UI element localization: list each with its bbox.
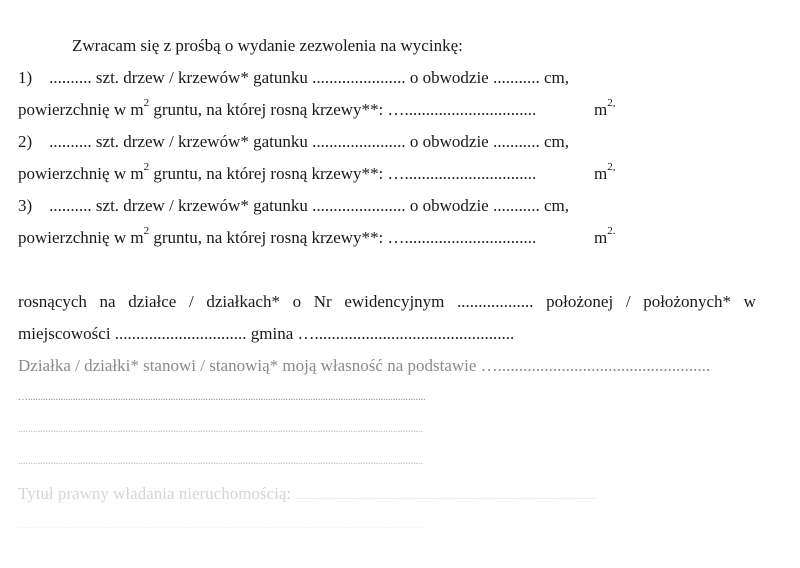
area-sup: 2 bbox=[143, 97, 150, 110]
loc-word: działkach* bbox=[206, 292, 280, 311]
title-deed-row bbox=[18, 484, 595, 507]
species-field[interactable]: ...................... bbox=[312, 68, 406, 87]
area-label: powierzchnię w m bbox=[18, 228, 144, 247]
loc-word: w bbox=[743, 292, 756, 311]
item-1-unit-m2: $m^{2,}$ bbox=[594, 97, 616, 119]
ownership-label: Działka / działki* stanowi / stanowią* moją własność na podstawie bbox=[18, 356, 477, 375]
circumference-field[interactable]: ........... bbox=[492, 68, 540, 87]
unit-cm: cm, bbox=[543, 68, 570, 87]
species-label: szt. drzew / krzewów* gatunku bbox=[95, 196, 308, 215]
loc-word: położonej bbox=[546, 292, 614, 311]
area-label-cont: gruntu, na której rosną krzewy**: bbox=[153, 100, 384, 119]
item-1-row bbox=[18, 68, 569, 88]
item-number: 1) bbox=[18, 68, 33, 87]
unit-cm: cm, bbox=[543, 132, 570, 151]
registry-number-field[interactable]: .................. bbox=[457, 292, 534, 311]
item-3-unit-m2: $m^{2.}$ bbox=[594, 225, 616, 247]
commune-label: gmina bbox=[250, 324, 294, 343]
circumference-label: o obwodzie bbox=[409, 68, 489, 87]
title-deed-line-2[interactable]: .................................................................................................................................................................. bbox=[18, 520, 423, 531]
loc-word: działce bbox=[128, 292, 177, 311]
loc-word: położonych* bbox=[643, 292, 732, 311]
item-2-row bbox=[18, 132, 569, 152]
count-field[interactable]: .......... bbox=[49, 196, 92, 215]
item-number: 2) bbox=[18, 132, 33, 151]
area-label: powierzchnię w m bbox=[18, 164, 144, 183]
loc-word: / bbox=[625, 292, 631, 311]
species-field[interactable]: ...................... bbox=[312, 196, 406, 215]
item-3-row bbox=[18, 196, 569, 216]
ownership-line-3[interactable]: .................................................................................................................................................................. bbox=[18, 424, 423, 435]
unit-cm: cm, bbox=[543, 196, 570, 215]
area-field[interactable]: …............................... bbox=[387, 228, 537, 247]
ownership-row bbox=[18, 356, 710, 376]
loc-word: / bbox=[188, 292, 194, 311]
item-1-area-row bbox=[18, 97, 537, 120]
locality-label: miejscowości bbox=[18, 324, 111, 343]
item-3-area-row bbox=[18, 225, 537, 248]
ownership-field[interactable]: ….................................................. bbox=[480, 356, 711, 375]
loc-word: rosnących bbox=[18, 292, 87, 311]
commune-field[interactable]: …............................................... bbox=[297, 324, 515, 343]
area-field[interactable]: …............................... bbox=[387, 164, 537, 183]
loc-word: ewidencyjnym bbox=[344, 292, 445, 311]
circumference-label: o obwodzie bbox=[409, 196, 489, 215]
title-deed-label: Tytuł prawny władania nieruchomością: bbox=[18, 484, 292, 503]
species-field[interactable]: ...................... bbox=[312, 132, 406, 151]
loc-word: na bbox=[99, 292, 116, 311]
intro-sentence: Zwracam się z prośbą o wydanie zezwolenia na wycinkę: bbox=[72, 36, 463, 55]
title-deed-field[interactable]: ........................................................................................................................ bbox=[295, 491, 596, 502]
item-2-unit-m2: $m^{2,}$ bbox=[594, 161, 616, 183]
area-label-cont: gruntu, na której rosną krzewy**: bbox=[153, 228, 384, 247]
species-label: szt. drzew / krzewów* gatunku bbox=[95, 68, 308, 87]
ownership-line-2[interactable]: …............................................................................................................................................................... bbox=[18, 392, 426, 403]
circumference-label: o obwodzie bbox=[409, 132, 489, 151]
count-field[interactable]: .......... bbox=[49, 68, 92, 87]
circumference-field[interactable]: ........... bbox=[492, 132, 540, 151]
plot-location-row bbox=[18, 292, 756, 312]
species-label: szt. drzew / krzewów* gatunku bbox=[95, 132, 308, 151]
item-2-area-row bbox=[18, 161, 537, 184]
locality-row bbox=[18, 324, 514, 344]
item-number: 3) bbox=[18, 196, 33, 215]
count-field[interactable]: .......... bbox=[49, 132, 92, 151]
area-sup: 2 bbox=[143, 161, 150, 174]
locality-field[interactable]: ............................... bbox=[114, 324, 247, 343]
circumference-field[interactable]: ........... bbox=[492, 196, 540, 215]
area-field[interactable]: …............................... bbox=[387, 100, 537, 119]
loc-word: o bbox=[292, 292, 302, 311]
area-sup: 2 bbox=[143, 225, 150, 238]
area-label: powierzchnię w m bbox=[18, 100, 144, 119]
area-label-cont: gruntu, na której rosną krzewy**: bbox=[153, 164, 384, 183]
loc-word: Nr bbox=[313, 292, 332, 311]
ownership-line-4[interactable]: .................................................................................................................................................................. bbox=[18, 456, 423, 467]
